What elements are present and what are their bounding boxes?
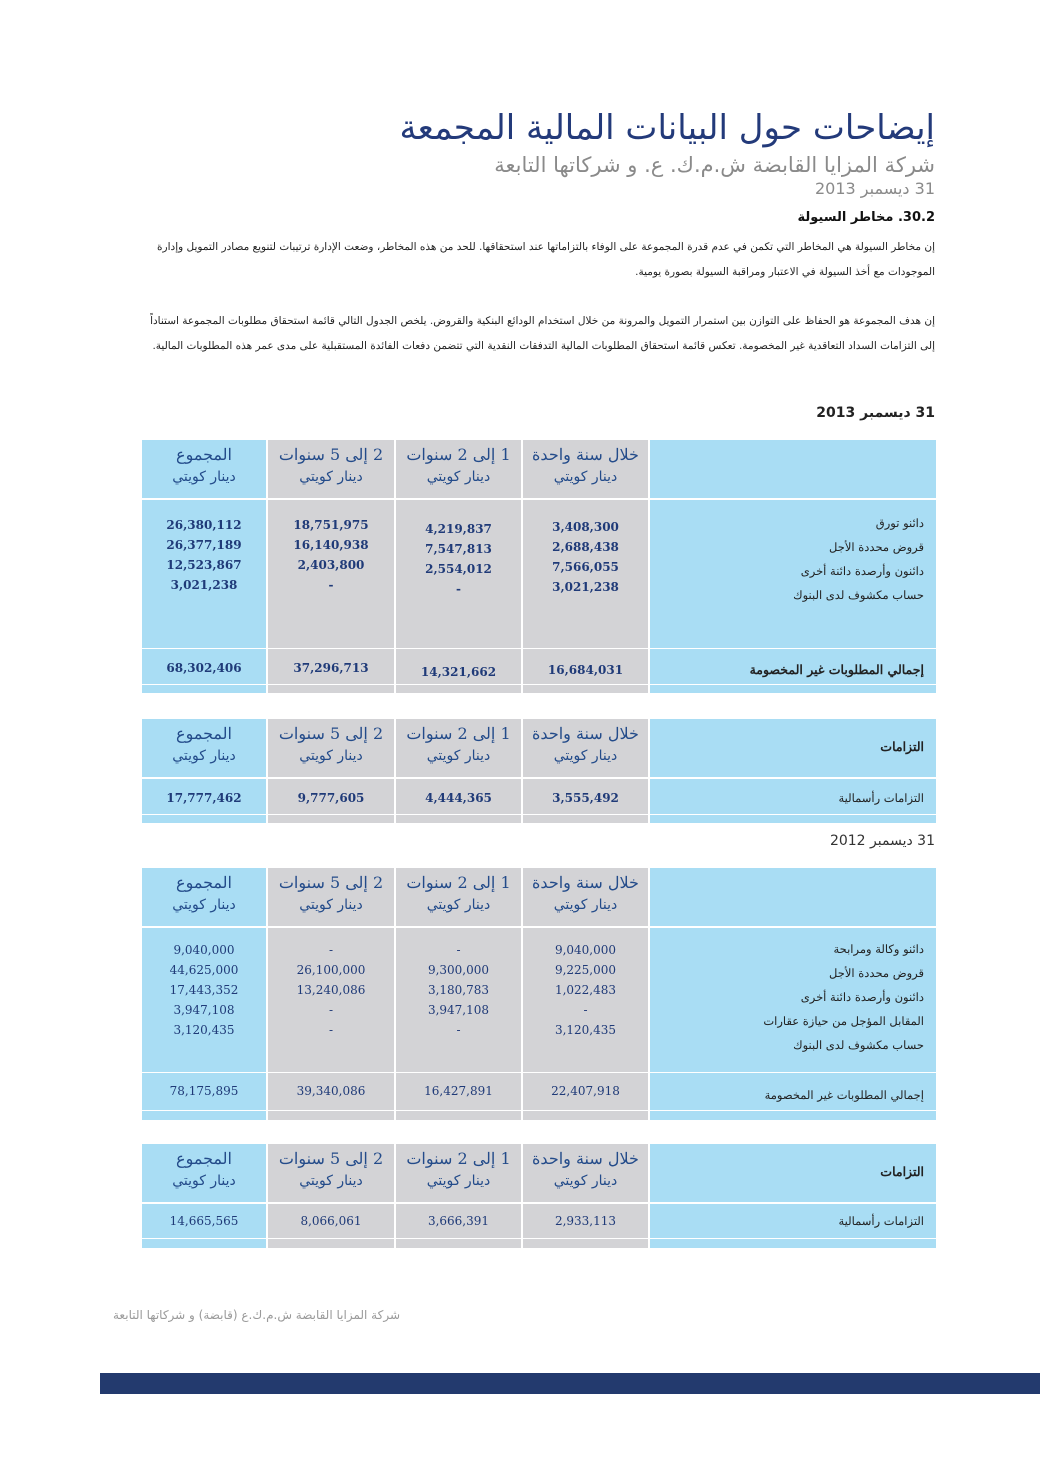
column-header-1-to-2: 1 إلى 2 سنوات xyxy=(406,724,511,743)
column-currency: دينار كويتي xyxy=(553,1173,618,1189)
table-cell: 3,120,435 xyxy=(173,1023,235,1037)
paragraph-liquidity-risk: إن مخاطر السيولة هي المخاطر التي تكمن في عدم قدرة المجموعة على الوفاء بالتزاماتها عند استحقاقها. للحد من هذه المخاطر، وضعت الإدارة ترتيبات لتنويع مصادر التمويل وإدارة الموجودات مع أخذ السيولة في الاعتبار ومراقبة السيولة بصورة يومية. xyxy=(157,241,935,278)
column-currency: دينار كويتي xyxy=(299,897,363,913)
row-label: قروض محددة الأجل xyxy=(829,966,924,980)
footer-company-name: شركة المزايا القابضة ش.م.ك.ع (قابضة) و شركاتها التابعة xyxy=(113,1308,401,1322)
table-cell: 13,240,086 xyxy=(296,983,366,997)
section-heading: 30.2. مخاطر السيولة xyxy=(797,210,935,225)
paragraph-group-objective: إن هدف المجموعة هو الحفاظ على التوازن بين استمرار التمويل والمرونة من خلال استخدام الودائع البنكية والقروض. يلخص الجدول التالي قائمة استحقاق مطلوبات المجموعة استناداً إلى التزامات السداد التعاقدية غير المخصومة. تعكس قائمة استحقاق المطلوبات المالية التدفقات النقدية التي تتضمن دفعات الفائدة المستقبلية على مدى عمر هذه المطلوبات المالية. xyxy=(150,315,935,352)
table-cell: 3,021,238 xyxy=(170,578,238,592)
date-label-2012: 31 ديسمبر 2012 xyxy=(829,833,935,849)
commitments-table-2013 xyxy=(142,719,936,823)
date-label-2013: 31 ديسمبر 2013 xyxy=(816,405,935,421)
total-row-label: إجمالي المطلوبات غير المخصومة xyxy=(749,662,924,677)
table-cell: 2,403,800 xyxy=(297,558,365,572)
column-header-1-to-2: 1 إلى 2 سنوات xyxy=(406,873,511,892)
footer-bar xyxy=(100,1373,1040,1394)
column-header-2-to-5: 2 إلى 5 سنوات xyxy=(278,1149,384,1168)
table-cell: 3,021,238 xyxy=(552,580,619,594)
column-header-within-1-year: خلال سنة واحدة xyxy=(532,1149,639,1168)
column-header-within-1-year: خلال سنة واحدة xyxy=(532,724,639,743)
row-label: دائنون وأرصدة دائنة أخرى xyxy=(800,564,924,578)
table-cell: 8,066,061 xyxy=(300,1214,362,1228)
table-cell: 4,444,365 xyxy=(425,791,492,805)
column-currency: دينار كويتي xyxy=(553,748,618,764)
table-cell: 17,443,352 xyxy=(169,983,239,997)
table-cell: 22,407,918 xyxy=(551,1084,620,1098)
column-currency: دينار كويتي xyxy=(299,1173,363,1189)
table-cell: 26,100,000 xyxy=(296,963,366,977)
column-currency: دينار كويتي xyxy=(426,897,491,913)
table-cell: 9,225,000 xyxy=(554,963,617,977)
table-cell: - xyxy=(328,1003,334,1017)
table-cell: - xyxy=(328,943,334,957)
column-currency: دينار كويتي xyxy=(299,748,363,764)
liabilities-table-2012 xyxy=(142,868,936,1120)
column-currency: دينار كويتي xyxy=(172,897,236,913)
row-label: المقابل المؤجل من حيازة عقارات xyxy=(763,1014,924,1028)
table-cell: 4,219,837 xyxy=(425,522,492,536)
table-cell: 26,380,112 xyxy=(166,518,242,532)
column-total xyxy=(142,440,266,693)
table-cell: 9,777,605 xyxy=(297,791,365,805)
column-header-total: المجموع xyxy=(176,1149,232,1168)
total-row-label: إجمالي المطلوبات غير المخصومة xyxy=(764,1088,924,1102)
commitments-title: التزامات xyxy=(880,1164,924,1179)
table-cell: 16,427,891 xyxy=(424,1084,493,1098)
column-currency: دينار كويتي xyxy=(553,469,618,485)
page-title: إيضاحات حول البيانات المالية المجمعة xyxy=(399,108,935,148)
row-label: دائنون وأرصدة دائنة أخرى xyxy=(800,990,924,1004)
row-label: حساب مكشوف لدى البنوك xyxy=(793,588,924,602)
column-1-to-2-years xyxy=(396,440,521,693)
table-cell: 7,547,813 xyxy=(425,542,492,556)
row-label: التزامات رأسمالية xyxy=(838,1214,924,1228)
report-date: 31 ديسمبر 2013 xyxy=(814,179,935,198)
company-name: شركة المزايا القابضة ش.م.ك. ع. و شركاتها التابعة xyxy=(494,153,935,177)
table-cell: 16,684,031 xyxy=(547,663,624,677)
table-cell: - xyxy=(583,1003,588,1017)
column-currency: دينار كويتي xyxy=(553,897,618,913)
table-cell: 26,377,189 xyxy=(166,538,242,552)
table-cell: 17,777,462 xyxy=(166,791,242,805)
column-header-2-to-5: 2 إلى 5 سنوات xyxy=(278,445,384,464)
row-label: قروض محددة الأجل xyxy=(829,540,924,554)
table-cell: 2,933,113 xyxy=(554,1214,617,1228)
row-label: حساب مكشوف لدى البنوك xyxy=(793,1038,924,1052)
column-header-total: المجموع xyxy=(176,873,232,892)
column-header-2-to-5: 2 إلى 5 سنوات xyxy=(278,724,384,743)
table-cell: 14,665,565 xyxy=(169,1214,239,1228)
table-cell: 44,625,000 xyxy=(169,963,239,977)
commitments-table-2012 xyxy=(142,1144,936,1248)
column-header-2-to-5: 2 إلى 5 سنوات xyxy=(278,873,384,892)
column-currency: دينار كويتي xyxy=(426,1173,491,1189)
column-labels xyxy=(650,440,936,693)
row-label: دائنو تورق xyxy=(875,516,924,530)
table-cell: 9,040,000 xyxy=(554,943,617,957)
column-within-1-year xyxy=(523,440,648,693)
table-cell: - xyxy=(328,578,334,592)
table-cell: 3,180,783 xyxy=(427,983,490,997)
table-cell: 3,666,391 xyxy=(427,1214,490,1228)
table-cell: 37,296,713 xyxy=(293,661,369,675)
table-cell: 3,408,300 xyxy=(552,520,619,534)
column-header-within-1-year: خلال سنة واحدة xyxy=(532,873,639,892)
table-cell: 3,555,492 xyxy=(552,791,619,805)
column-header-within-1-year: خلال سنة واحدة xyxy=(532,445,639,464)
table-cell: 39,340,086 xyxy=(296,1084,366,1098)
table-cell: 3,120,435 xyxy=(554,1023,617,1037)
column-currency: دينار كويتي xyxy=(299,469,363,485)
column-2-to-5-years xyxy=(268,440,394,693)
column-currency: دينار كويتي xyxy=(172,1173,236,1189)
table-cell: 9,300,000 xyxy=(427,963,490,977)
table-cell: - xyxy=(328,1023,334,1037)
row-label: دائنو وكالة ومرابحة xyxy=(833,942,924,956)
column-currency: دينار كويتي xyxy=(426,748,491,764)
table-cell: - xyxy=(456,943,461,957)
liabilities-table-2013 xyxy=(142,440,936,693)
table-cell: 12,523,867 xyxy=(166,558,242,572)
column-currency: دينار كويتي xyxy=(172,748,236,764)
column-currency: دينار كويتي xyxy=(426,469,491,485)
table-cell: 3,947,108 xyxy=(427,1003,490,1017)
commitments-title: التزامات xyxy=(880,739,924,754)
table-cell: 9,040,000 xyxy=(173,943,235,957)
column-currency: دينار كويتي xyxy=(172,469,236,485)
table-cell: 14,321,662 xyxy=(420,665,497,679)
table-cell: 7,566,055 xyxy=(552,560,619,574)
table-cell: 18,751,975 xyxy=(293,518,369,532)
table-cell: 78,175,895 xyxy=(169,1084,239,1098)
column-header-1-to-2: 1 إلى 2 سنوات xyxy=(406,1149,511,1168)
table-cell: 2,554,012 xyxy=(425,562,492,576)
table-cell: 16,140,938 xyxy=(293,538,369,552)
table-cell: - xyxy=(456,1023,461,1037)
table-cell: 2,688,438 xyxy=(552,540,619,554)
table-cell: 1,022,483 xyxy=(554,983,617,997)
table-cell: - xyxy=(456,582,461,596)
table-cell: 3,947,108 xyxy=(173,1003,235,1017)
column-header-1-to-2: 1 إلى 2 سنوات xyxy=(406,445,511,464)
table-cell: 68,302,406 xyxy=(166,661,242,675)
column-header-total: المجموع xyxy=(176,724,232,743)
column-header-total: المجموع xyxy=(176,445,232,464)
row-label: التزامات رأسمالية xyxy=(838,791,924,805)
